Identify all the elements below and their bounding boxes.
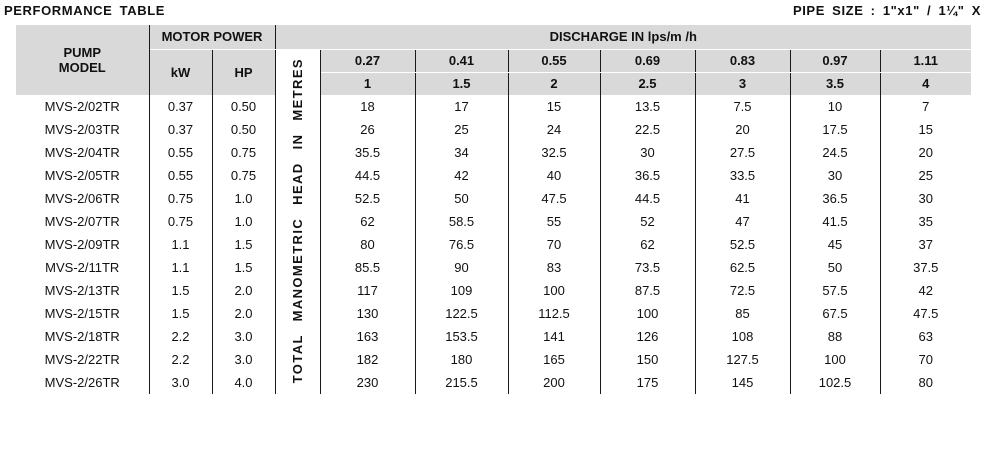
head-cell: 67.5 [790, 302, 880, 325]
head-cell: 7 [922, 99, 930, 114]
header-lps-4: 0.83 [695, 49, 790, 72]
kw-cell: 1.1 [149, 256, 212, 279]
hp-cell: 1.0 [212, 210, 275, 233]
head-cell: 100 [600, 302, 695, 325]
head-cell: 62.5 [695, 256, 790, 279]
kw-cell: 1.1 [149, 233, 212, 256]
table-row [16, 233, 971, 256]
page-title: PERFORMANCE TABLE [4, 3, 166, 18]
head-cell: 80 [918, 375, 933, 390]
head-cell: 18 [320, 95, 415, 118]
table-row [16, 302, 971, 325]
head-cell: 42 [415, 164, 508, 187]
head-cell: 180 [415, 348, 508, 371]
head-cell: 141 [508, 325, 600, 348]
header-m3h-6: 4 [880, 72, 971, 95]
head-cell: 44.5 [600, 187, 695, 210]
head-cell: 57.5 [790, 279, 880, 302]
head-cell: 30 [600, 141, 695, 164]
head-cell: 150 [600, 348, 695, 371]
head-cell: 126 [600, 325, 695, 348]
head-cell: 42 [918, 283, 933, 298]
header-m3h-4: 3 [695, 72, 790, 95]
model-cell: MVS-2/15TR [16, 302, 149, 325]
head-cell: 37.5 [913, 260, 939, 275]
head-cell: 108 [695, 325, 790, 348]
table-row [16, 325, 971, 348]
model-cell: MVS-2/06TR [16, 187, 149, 210]
hp-cell: 3.0 [212, 348, 275, 371]
table-row [16, 95, 971, 118]
model-cell: MVS-2/04TR [16, 141, 149, 164]
header-motor-power: MOTOR POWER [149, 25, 275, 49]
head-cell: 70 [918, 352, 933, 367]
head-cell: 30 [918, 191, 933, 206]
head-cell: 41 [695, 187, 790, 210]
kw-cell: 0.55 [149, 164, 212, 187]
head-cell: 25 [918, 168, 933, 183]
head-cell: 20 [695, 118, 790, 141]
header-kw: kW [149, 49, 212, 95]
header-pump-model [16, 25, 149, 95]
hp-cell: 3.0 [212, 325, 275, 348]
header-lps-3: 0.69 [600, 49, 695, 72]
head-cell: 215.5 [415, 371, 508, 394]
head-cell: 47.5 [913, 306, 939, 321]
model-cell: MVS-2/07TR [16, 210, 149, 233]
model-cell: MVS-2/26TR [16, 371, 149, 394]
header-discharge: DISCHARGE IN lps/m /h [275, 25, 971, 49]
header-pump-model-label: PUMP MODEL [58, 45, 106, 75]
header-m3h-5: 3.5 [790, 72, 880, 95]
head-cell: 36.5 [790, 187, 880, 210]
table-row [16, 210, 971, 233]
table-row [16, 118, 971, 141]
model-cell: MVS-2/03TR [16, 118, 149, 141]
head-cell: 112.5 [508, 302, 600, 325]
hp-cell: 0.50 [212, 118, 275, 141]
head-cell: 26 [320, 118, 415, 141]
head-cell: 22.5 [600, 118, 695, 141]
head-cell: 47 [695, 210, 790, 233]
head-cell: 130 [320, 302, 415, 325]
head-cell: 15 [918, 122, 933, 137]
head-cell: 145 [695, 371, 790, 394]
head-cell: 122.5 [415, 302, 508, 325]
header-lps-6: 1.11 [880, 49, 971, 72]
header-m3h-0: 1 [320, 72, 415, 95]
pipe-size-label: PIPE SIZE : 1"x1" / 1¼" X [792, 3, 981, 18]
head-cell: 32.5 [508, 141, 600, 164]
head-cell: 109 [415, 279, 508, 302]
head-cell: 153.5 [415, 325, 508, 348]
head-cell: 163 [320, 325, 415, 348]
head-cell: 47.5 [508, 187, 600, 210]
model-cell: MVS-2/09TR [16, 233, 149, 256]
kw-cell: 0.75 [149, 187, 212, 210]
head-cell: 72.5 [695, 279, 790, 302]
head-cell: 17.5 [790, 118, 880, 141]
head-cell: 182 [320, 348, 415, 371]
hp-cell: 4.0 [212, 371, 275, 394]
head-cell: 85.5 [320, 256, 415, 279]
kw-cell: 0.37 [149, 95, 212, 118]
head-cell: 50 [790, 256, 880, 279]
head-cell: 83 [508, 256, 600, 279]
model-cell: MVS-2/05TR [16, 164, 149, 187]
header-lps-0: 0.27 [320, 49, 415, 72]
header-lps-5: 0.97 [790, 49, 880, 72]
head-cell: 27.5 [695, 141, 790, 164]
head-cell: 52.5 [320, 187, 415, 210]
hp-cell: 2.0 [212, 279, 275, 302]
head-cell: 45 [790, 233, 880, 256]
head-cell: 35.5 [320, 141, 415, 164]
hp-cell: 1.5 [212, 233, 275, 256]
kw-cell: 1.5 [149, 302, 212, 325]
head-cell: 41.5 [790, 210, 880, 233]
kw-cell: 3.0 [149, 371, 212, 394]
head-cell: 33.5 [695, 164, 790, 187]
head-cell: 50 [415, 187, 508, 210]
head-cell: 44.5 [320, 164, 415, 187]
kw-cell: 0.37 [149, 118, 212, 141]
head-cell: 87.5 [600, 279, 695, 302]
head-cell: 127.5 [695, 348, 790, 371]
head-cell: 36.5 [600, 164, 695, 187]
header-lps-2: 0.55 [508, 49, 600, 72]
performance-table [16, 25, 971, 394]
header-m3h-3: 2.5 [600, 72, 695, 95]
header-hp: HP [212, 49, 275, 95]
head-cell: 52 [600, 210, 695, 233]
head-cell: 200 [508, 371, 600, 394]
head-cell: 40 [508, 164, 600, 187]
head-cell: 10 [790, 95, 880, 118]
head-cell: 230 [320, 371, 415, 394]
head-cell: 85 [695, 302, 790, 325]
header-lps-1: 0.41 [415, 49, 508, 72]
model-cell: MVS-2/22TR [16, 348, 149, 371]
head-cell: 7.5 [695, 95, 790, 118]
head-cell: 62 [320, 210, 415, 233]
kw-cell: 0.55 [149, 141, 212, 164]
model-cell: MVS-2/11TR [16, 256, 149, 279]
head-cell: 17 [415, 95, 508, 118]
head-cell: 34 [415, 141, 508, 164]
hp-cell: 2.0 [212, 302, 275, 325]
model-cell: MVS-2/18TR [16, 325, 149, 348]
kw-cell: 2.2 [149, 348, 212, 371]
table-row [16, 371, 971, 394]
header-m3h-1: 1.5 [415, 72, 508, 95]
head-cell: 35 [918, 214, 933, 229]
head-cell: 13.5 [600, 95, 695, 118]
head-cell: 63 [918, 329, 933, 344]
head-cell: 24.5 [790, 141, 880, 164]
hp-cell: 1.0 [212, 187, 275, 210]
head-cell: 76.5 [415, 233, 508, 256]
model-cell: MVS-2/02TR [16, 95, 149, 118]
head-cell: 52.5 [695, 233, 790, 256]
head-cell: 100 [508, 279, 600, 302]
hp-cell: 0.50 [212, 95, 275, 118]
head-cell: 117 [320, 279, 415, 302]
hp-cell: 0.75 [212, 141, 275, 164]
head-cell: 80 [320, 233, 415, 256]
table-row [16, 187, 971, 210]
table-row [16, 164, 971, 187]
header-m3h-2: 2 [508, 72, 600, 95]
head-cell: 30 [790, 164, 880, 187]
head-cell: 37 [918, 237, 933, 252]
model-cell: MVS-2/13TR [16, 279, 149, 302]
hp-cell: 1.5 [212, 256, 275, 279]
head-cell: 55 [508, 210, 600, 233]
table-row [16, 279, 971, 302]
head-cell: 90 [415, 256, 508, 279]
kw-cell: 0.75 [149, 210, 212, 233]
head-cell: 70 [508, 233, 600, 256]
head-cell: 100 [790, 348, 880, 371]
head-cell: 88 [790, 325, 880, 348]
head-cell: 175 [600, 371, 695, 394]
kw-cell: 2.2 [149, 325, 212, 348]
head-cell: 73.5 [600, 256, 695, 279]
head-cell: 62 [600, 233, 695, 256]
head-cell: 25 [415, 118, 508, 141]
kw-cell: 1.5 [149, 279, 212, 302]
head-cell: 20 [918, 145, 933, 160]
table-row [16, 348, 971, 371]
head-cell: 58.5 [415, 210, 508, 233]
head-cell: 15 [508, 95, 600, 118]
table-row [16, 256, 971, 279]
head-cell: 102.5 [790, 371, 880, 394]
hp-cell: 0.75 [212, 164, 275, 187]
table-row [16, 141, 971, 164]
head-cell: 24 [508, 118, 600, 141]
vertical-head-label-cell [275, 49, 320, 394]
head-cell: 165 [508, 348, 600, 371]
vertical-head-label: TOTAL MANOMETRIC HEAD IN METRES [290, 57, 305, 383]
